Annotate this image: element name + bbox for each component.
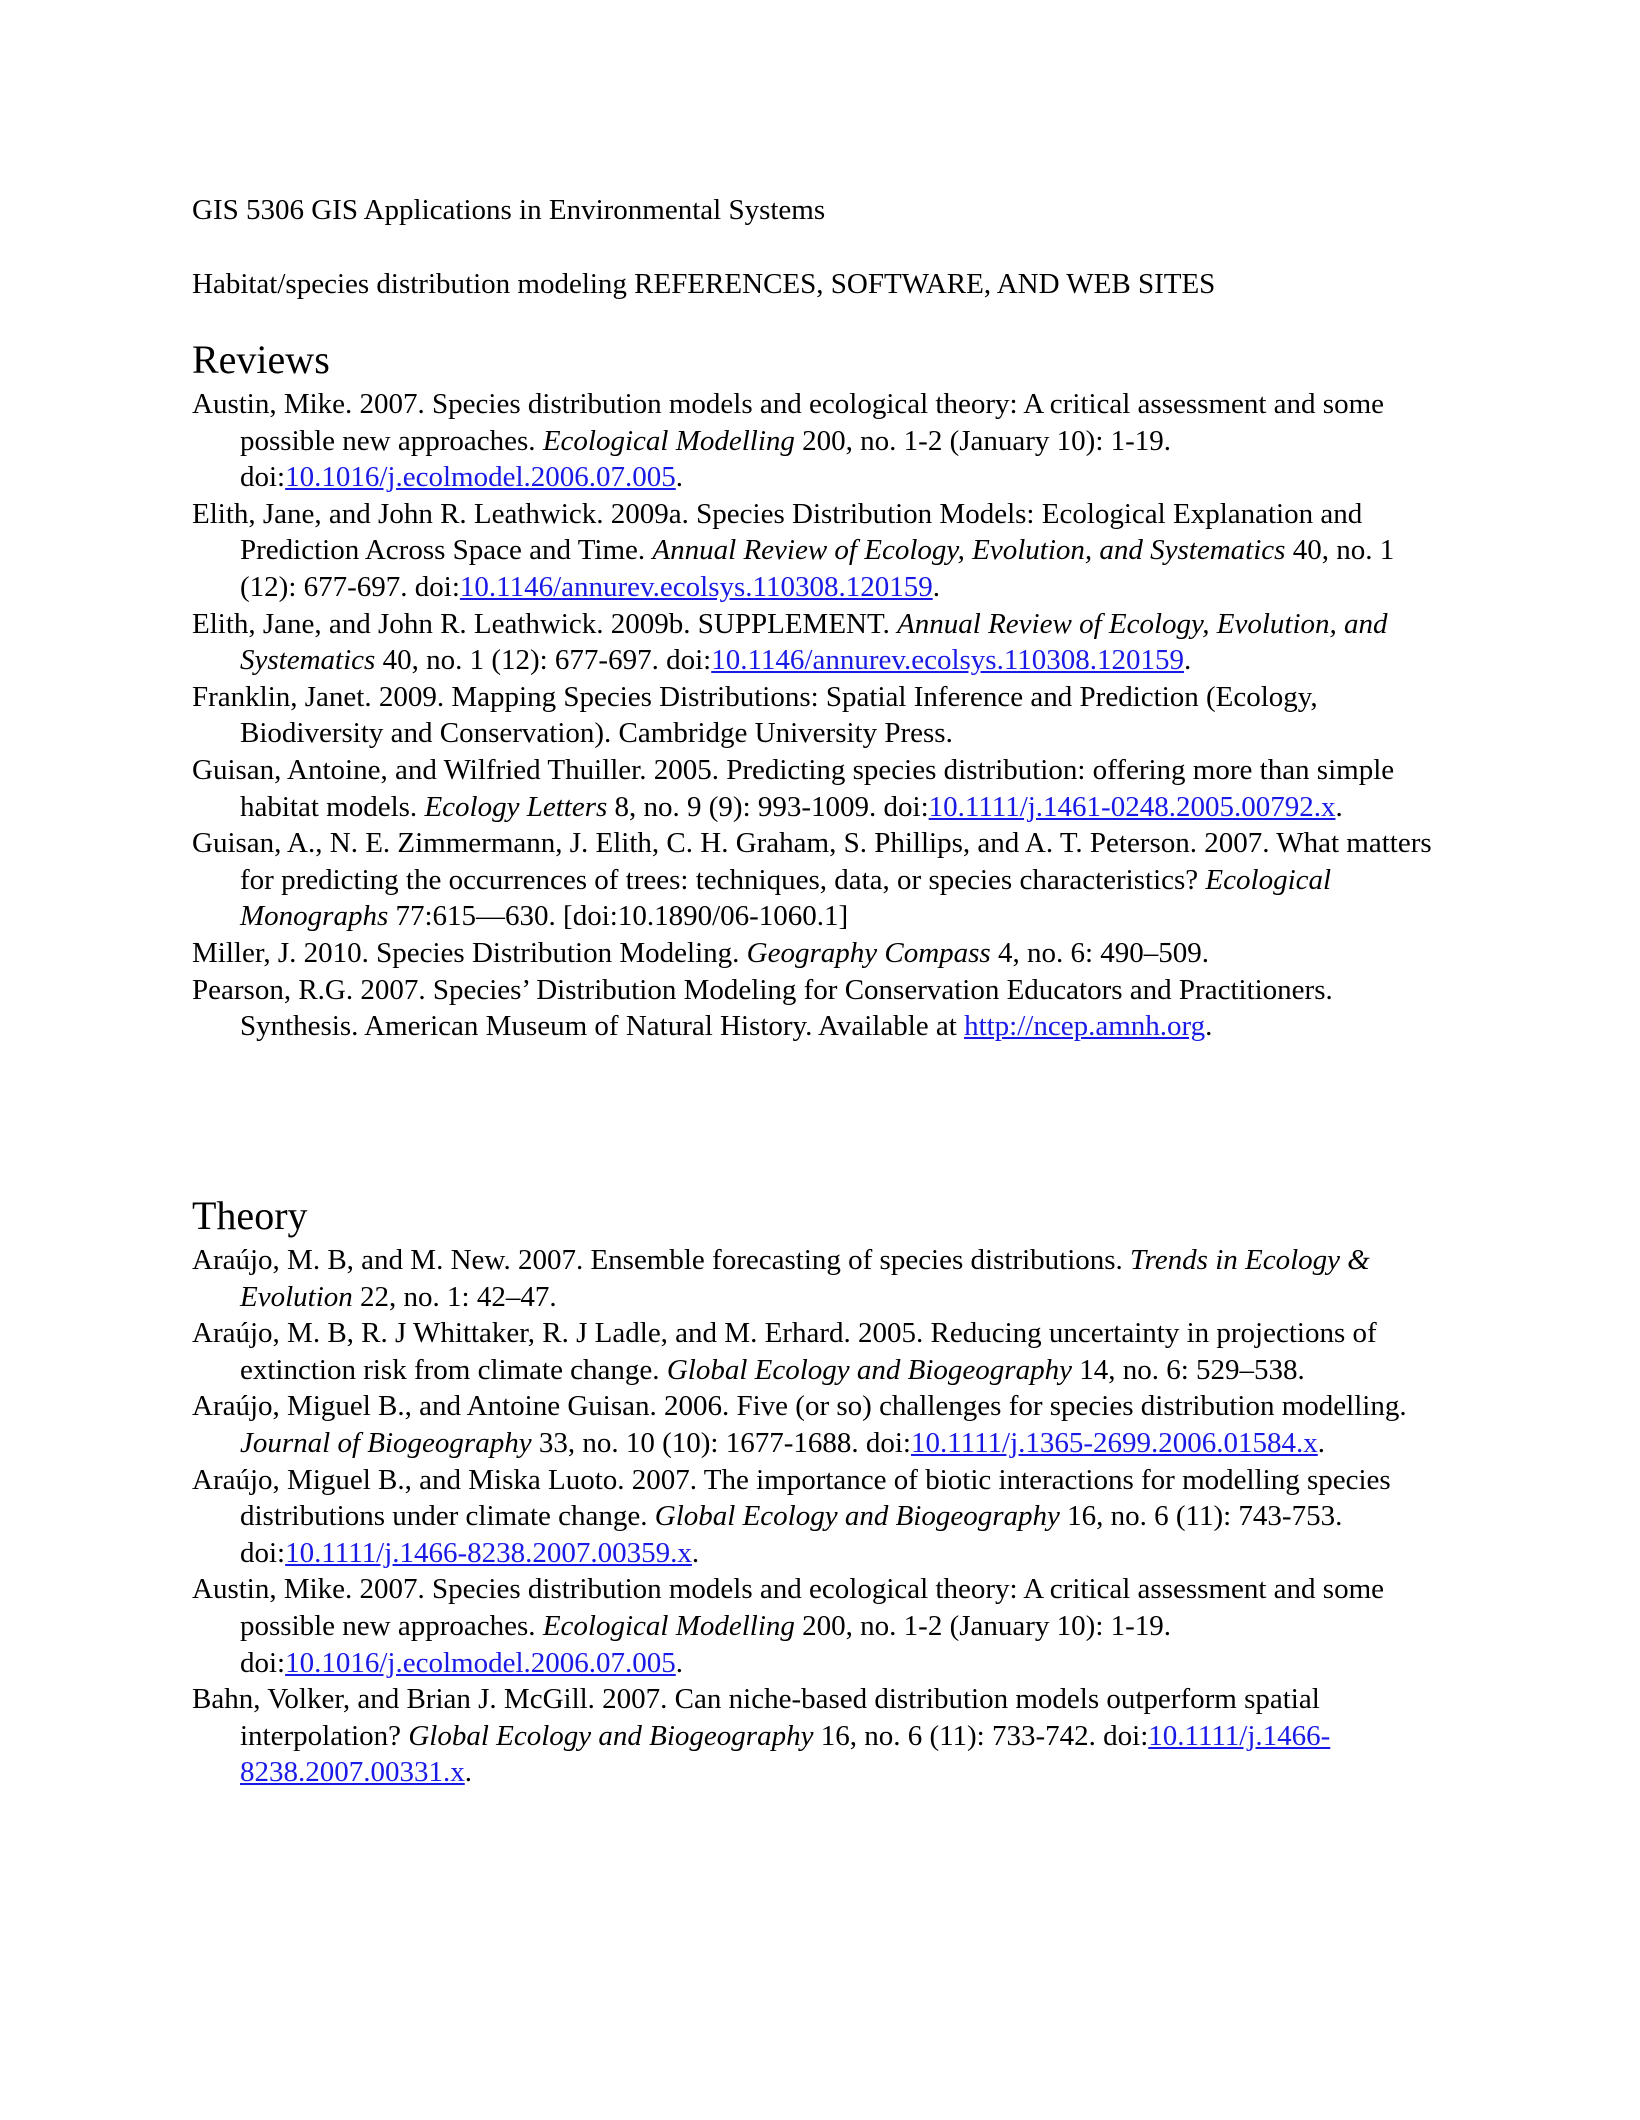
reference-details: 40, no. 1 (12): 677-697. doi:	[375, 644, 712, 677]
reference-text: Guisan, A., N. E. Zimmermann, J. Elith, C. H. Graham, S. Phillips, and A. T. Peterson. 2007. What matters for predicting the occurrences of trees: techniques, data, or species characteristics?	[192, 827, 1432, 896]
document-subtitle: Habitat/species distribution modeling REFERENCES, SOFTWARE, AND WEB SITES	[192, 268, 1216, 300]
doi-link[interactable]: 10.1146/annurev.ecolsys.110308.120159	[459, 570, 933, 603]
reference-end: .	[675, 461, 684, 494]
reference-text: Araújo, Miguel B., and Miska Luoto. 2007. The importance of biotic interactions for modelling species distributions under climate change.	[192, 1463, 1391, 1533]
reference-end: .	[1317, 1426, 1326, 1459]
reference-details: 200, no. 1-2 (January 10): 1-19. doi:	[240, 424, 1172, 494]
doi-link[interactable]: 10.1111/j.1365-2699.2006.01584.x	[910, 1426, 1318, 1459]
reference-item	[192, 679, 1452, 752]
reference-end: .	[932, 570, 940, 603]
journal-title: Annual Review of Ecology, Evolution, and Systematics	[240, 607, 1388, 677]
reference-item	[192, 386, 1452, 496]
journal-title: Annual Review of Ecology, Evolution, and Systematics	[652, 534, 1286, 567]
journal-title: Ecological Monographs	[240, 863, 1332, 933]
reference-item	[192, 496, 1452, 606]
doi-link[interactable]: 10.1016/j.ecolmodel.2006.07.005	[285, 461, 676, 494]
reference-text: Franklin, Janet. 2009. Mapping Species Distributions: Spatial Inference and Prediction (Ecology, Biodiversity and Conservation). Cambridge University Press.	[192, 680, 1318, 750]
reference-end: .	[691, 1536, 700, 1569]
website-link[interactable]: http://ncep.amnh.org	[964, 1010, 1206, 1043]
reference-details: 14, no. 6: 529–538.	[1071, 1353, 1305, 1386]
journal-title: Geography Compass	[746, 936, 991, 969]
reference-end: .	[464, 1756, 472, 1789]
reference-item	[192, 1315, 1452, 1388]
reference-item	[192, 1462, 1452, 1572]
reference-details: 8, no. 9 (9): 993-1009. doi:	[607, 790, 929, 823]
reference-text: Araújo, Miguel B., and Antoine Guisan. 2006. Five (or so) challenges for species distribution modelling.	[192, 1390, 1407, 1423]
reference-text: Austin, Mike. 2007. Species distribution models and ecological theory: A critical assessment and some possible new approaches.	[192, 388, 1385, 457]
reference-end: .	[1205, 1010, 1213, 1043]
reference-details: 4, no. 6: 490–509.	[990, 936, 1210, 969]
theory-reference-list	[192, 1242, 1452, 1791]
journal-title: Trends in Ecology & Evolution	[240, 1244, 1370, 1313]
reference-details: 33, no. 10 (10): 1677-1688. doi:	[531, 1426, 911, 1459]
reference-details: 77:615—630. [doi:10.1890/06-1060.1]	[388, 900, 849, 933]
reference-end: .	[675, 1646, 684, 1679]
reference-text: Austin, Mike. 2007. Species distribution models and ecological theory: A critical assessment and some possible new approaches.	[192, 1573, 1385, 1642]
reference-details: 200, no. 1-2 (January 10): 1-19. doi:	[240, 1609, 1172, 1679]
reference-item	[192, 1681, 1452, 1791]
reference-details: 40, no. 1 (12): 677-697. doi:	[240, 534, 1395, 603]
journal-title: Journal of Biogeography	[240, 1426, 532, 1459]
journal-title: Global Ecology and Biogeography	[666, 1353, 1072, 1386]
journal-title: Global Ecology and Biogeography	[408, 1719, 814, 1752]
reference-details: 22, no. 1: 42–47.	[352, 1280, 557, 1313]
reference-item	[192, 606, 1452, 679]
doi-link[interactable]: 10.1016/j.ecolmodel.2006.07.005	[285, 1646, 676, 1679]
reference-item	[192, 972, 1452, 1045]
reference-text: Elith, Jane, and John R. Leathwick. 2009b. SUPPLEMENT.	[192, 607, 898, 640]
reference-text: Elith, Jane, and John R. Leathwick. 2009a. Species Distribution Models: Ecological Explanation and Prediction Across Space and Time.	[192, 497, 1363, 567]
reference-details: 16, no. 6 (11): 743-753. doi:	[240, 1500, 1343, 1569]
section-theory	[192, 1192, 1452, 1791]
journal-title: Ecological Modelling	[542, 1609, 795, 1642]
reference-text: Bahn, Volker, and Brian J. McGill. 2007. Can niche-based distribution models outperform spatial interpolation?	[192, 1683, 1320, 1752]
reference-text: Guisan, Antoine, and Wilfried Thuiller. 2005. Predicting species distribution: offering more than simple habitat models.	[192, 753, 1395, 823]
reference-item	[192, 1571, 1452, 1681]
reference-item	[192, 1242, 1452, 1315]
reference-item	[192, 1388, 1452, 1461]
reference-text: Araújo, M. B, and M. New. 2007. Ensemble forecasting of species distributions.	[192, 1244, 1131, 1276]
doi-link[interactable]: 10.1111/j.1466-8238.2007.00331.x	[240, 1719, 1331, 1789]
reference-end: .	[1335, 790, 1343, 823]
reference-text: Miller, J. 2010. Species Distribution Modeling.	[192, 936, 747, 969]
doi-link[interactable]: 10.1111/j.1461-0248.2005.00792.x	[928, 790, 1336, 823]
section-reviews	[192, 336, 1452, 1045]
doi-link[interactable]: 10.1146/annurev.ecolsys.110308.120159	[711, 644, 1185, 677]
reference-details: 16, no. 6 (11): 733-742. doi:	[813, 1719, 1149, 1752]
journal-title: Global Ecology and Biogeography	[654, 1500, 1060, 1533]
reference-item	[192, 935, 1452, 972]
reference-item	[192, 825, 1452, 935]
reference-end: .	[1184, 644, 1192, 677]
section-heading-theory: Theory	[192, 1193, 308, 1238]
doi-link[interactable]: 10.1111/j.1466-8238.2007.00359.x	[285, 1536, 692, 1569]
reference-text: Araújo, M. B, R. J Whittaker, R. J Ladle, and M. Erhard. 2005. Reducing uncertainty in projections of extinction risk from climate change.	[192, 1317, 1377, 1386]
reviews-reference-list	[192, 386, 1452, 1045]
course-title: GIS 5306 GIS Applications in Environmental Systems	[192, 194, 826, 226]
section-heading-reviews: Reviews	[192, 337, 330, 382]
journal-title: Ecological Modelling	[542, 424, 795, 457]
journal-title: Ecology Letters	[424, 790, 608, 823]
reference-item	[192, 752, 1452, 825]
reference-text: Pearson, R.G. 2007. Species’ Distribution Modeling for Conservation Educators and Practitioners. Synthesis. American Museum of Natural History. Available at	[192, 973, 1333, 1043]
